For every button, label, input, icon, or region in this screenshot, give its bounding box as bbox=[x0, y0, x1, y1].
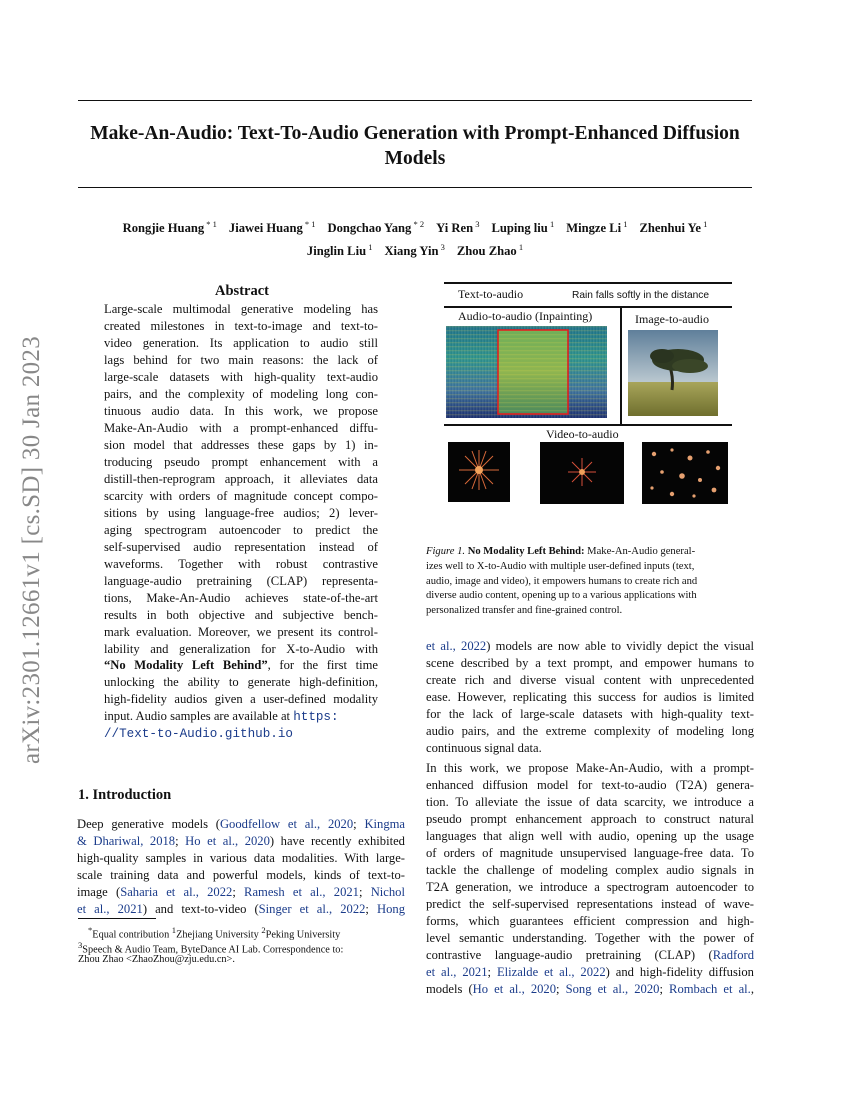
author-name: Yi Ren $^3$ bbox=[436, 219, 480, 236]
right-line: contrastive language-audio pretraining (CLAP) (Radford bbox=[426, 948, 754, 962]
right-line: continuous signal data. bbox=[426, 741, 542, 755]
abstract-line: troducing pseudo prompt enhancement with a bbox=[104, 454, 378, 469]
intro-line: scale training data and powerful models, kinds of text-to- bbox=[77, 868, 405, 882]
figure-top-rule bbox=[444, 282, 732, 284]
footnote-rule bbox=[78, 918, 156, 919]
abstract-line: tinuous audio data. In this work, we propose bbox=[104, 403, 378, 418]
abstract-text: , for the first time bbox=[267, 658, 378, 672]
author-list bbox=[78, 215, 752, 261]
author-name: Zhou Zhao $^1$ bbox=[456, 242, 524, 259]
right-line: pseudo prompt enhancement approach to construct natural bbox=[426, 812, 754, 826]
right-line: audio pairs, and the extreme complexity of modeling long bbox=[426, 724, 754, 738]
figure-vertical-rule bbox=[620, 306, 622, 424]
right-line: level semantic understanding. Together with the power of bbox=[426, 931, 754, 945]
right-line: scene described by a text prompt, and empower humans to bbox=[426, 656, 754, 670]
right-line: In this work, we propose Make-An-Audio, with a prompt- bbox=[426, 761, 754, 775]
abstract-line: Make-An-Audio with a prompt-enhanced diffu- bbox=[104, 420, 378, 435]
abstract-line: results in both objective and subjective bench- bbox=[104, 607, 378, 622]
citation-link[interactable]: Hong bbox=[377, 902, 405, 916]
citation-link[interactable]: Nichol bbox=[370, 885, 405, 899]
right-line: enhanced diffusion model for text-to-audio (T2A) genera- bbox=[426, 778, 754, 792]
citation-link[interactable]: et al., 2021 bbox=[426, 965, 488, 979]
text-prompt: Rain falls softly in the distance bbox=[572, 290, 710, 301]
audio-to-audio-label: Audio-to-audio (Inpainting) bbox=[458, 309, 593, 323]
abstract-line: waveforms. Together with robust contrastive bbox=[104, 556, 378, 571]
figure-caption-line: diverse audio content, opening up to a various applications with bbox=[426, 590, 697, 602]
author-name: Xiang Yin $^3$ bbox=[384, 242, 445, 259]
abstract-line: self-supervised audio representation instead of bbox=[104, 539, 378, 554]
spectrogram-image bbox=[446, 326, 607, 418]
right-line: forms, which guarantees efficient compression and high- bbox=[426, 914, 754, 928]
abstract-line: distill-then-reprogram approach, it alleviates data bbox=[104, 471, 378, 486]
right-line: predict the self-supervised representations instead of wave- bbox=[426, 897, 754, 911]
author-name: Mingze Li $^1$ bbox=[566, 219, 628, 236]
abstract-line: lags behind for two main reasons: the lack of bbox=[104, 352, 378, 367]
abstract-line: mark evaluation. Moreover, we present its control- bbox=[104, 624, 378, 639]
citation-link[interactable]: et al., 2021 bbox=[77, 902, 143, 916]
citation-link[interactable]: et al., 2022 bbox=[426, 639, 487, 653]
title-line-1: Make-An-Audio: Text-To-Audio Generation with Prompt-Enhanced Diffusion bbox=[90, 123, 740, 144]
author-name: Jinglin Liu $^1$ bbox=[306, 242, 373, 259]
abstract-line: aging spectrogram autoencoder to predict the bbox=[104, 522, 378, 537]
video-to-audio-label: Video-to-audio bbox=[546, 427, 619, 441]
abstract-heading: Abstract bbox=[215, 283, 269, 299]
author-row-2 bbox=[78, 238, 752, 261]
paper-title bbox=[78, 121, 752, 171]
citation-link[interactable]: Saharia et al., 2022 bbox=[120, 885, 233, 899]
abstract-line: sitions by using language-free audios; 2) lever- bbox=[104, 505, 378, 520]
samples-url-link[interactable]: https: bbox=[293, 710, 339, 724]
right-line: create rich and diverse visual content with unprecedented bbox=[426, 673, 754, 687]
author-name: Dongchao Yang $^{* 2}$ bbox=[327, 219, 425, 236]
author-row-1 bbox=[78, 215, 752, 238]
abstract-line: tions, Make-An-Audio achieves state-of-the-art bbox=[104, 590, 378, 605]
figure-caption-line: izes well to X-to-Audio with multiple user-defined inputs (text, bbox=[426, 561, 695, 572]
author-name: Luping liu $^1$ bbox=[491, 219, 555, 236]
firework-frame-3 bbox=[642, 442, 728, 504]
footnote-line: $^3$Speech & Audio Team, ByteDance AI Lab. Correspondence to: bbox=[78, 940, 344, 956]
intro-line: high-quality samples in various data modalities. With large- bbox=[77, 851, 405, 865]
citation-link[interactable]: Radford bbox=[712, 948, 754, 962]
citation-link[interactable]: Rombach et al. bbox=[669, 982, 751, 996]
figure-1 bbox=[444, 282, 732, 522]
right-line: tion. To alleviate the issue of data scarcity, we introduce a bbox=[426, 795, 754, 809]
abstract-line: lability and generalization for X-to-Audio with bbox=[104, 641, 378, 656]
intro-line: & Dhariwal, 2018; Ho et al., 2020) have recently exhibited bbox=[77, 834, 405, 848]
abstract-line bbox=[104, 657, 378, 674]
abstract-text: input. Audio samples are available at bbox=[104, 709, 294, 723]
right-line: of orders of magnitude unsupervised language-free data. To bbox=[426, 846, 754, 860]
image-to-audio-label: Image-to-audio bbox=[635, 312, 709, 326]
abstract-line: Large-scale multimodal generative modeling has bbox=[104, 301, 378, 316]
firework-frame-1 bbox=[448, 442, 510, 502]
abstract-line: unlocking the ability to generate high-definition, bbox=[104, 675, 378, 689]
abstract-line bbox=[104, 725, 378, 743]
footnote-line: Zhou Zhao <ZhaoZhou@zju.edu.cn>. bbox=[78, 954, 235, 965]
abstract-line bbox=[104, 708, 378, 726]
citation-link[interactable]: Ramesh et al., 2021 bbox=[244, 885, 359, 899]
right-line: T2A generation, we introduce a spectrogram autoencoder to bbox=[426, 880, 754, 894]
figure-caption-line: Figure 1. No Modality Left Behind: Make-An-Audio general- bbox=[426, 546, 696, 557]
abstract-line: video generation. Its application to audio still bbox=[104, 335, 378, 350]
right-line: tackle the challenge of modeling complex audio signals in bbox=[426, 863, 754, 877]
right-line: et al., 2021; Elizalde et al., 2022) and high-fidelity diffusion bbox=[426, 965, 754, 979]
right-line: models (Ho et al., 2020; Song et al., 2020; Rombach et al., bbox=[426, 982, 754, 996]
text-to-audio-label: Text-to-audio bbox=[458, 287, 524, 301]
citation-link[interactable]: Elizalde et al., 2022 bbox=[496, 965, 606, 979]
citation-link[interactable]: & Dhariwal, 2018 bbox=[77, 834, 176, 848]
title-line-2: Models bbox=[384, 148, 446, 169]
samples-url-link-cont[interactable]: //Text-to-Audio.github.io bbox=[104, 727, 293, 741]
footnote-line: *Equal contribution $^1$Zhejiang University $^2$Peking University bbox=[88, 925, 341, 941]
right-line: ease. However, replicating this success for audios is limited bbox=[426, 690, 754, 704]
right-line: et al., 2022) models are now able to vividly depict the visual bbox=[426, 639, 754, 653]
abstract-line: large-scale datasets with high-quality text-audio bbox=[104, 369, 378, 384]
citation-link[interactable]: Goodfellow et al., 2020 bbox=[219, 817, 354, 831]
right-line: languages that align well with audio, opening up the usage bbox=[426, 829, 754, 843]
author-name: Rongjie Huang $^{* 1}$ bbox=[122, 219, 217, 236]
abstract-line: pairs, and the complexity of modeling long con- bbox=[104, 386, 378, 401]
title-top-rule bbox=[78, 100, 752, 101]
abstract-line: sion model that addresses these gaps by 1) in- bbox=[104, 437, 378, 452]
figure-caption-line: audio, image and video), it empowers humans to create rich and bbox=[426, 575, 698, 587]
abstract-line: high-fidelity audios given a user-defined modality bbox=[104, 692, 378, 706]
author-name: Jiawei Huang $^{* 1}$ bbox=[228, 219, 316, 236]
citation-link[interactable]: Kingma bbox=[364, 817, 406, 831]
firework-frame-2 bbox=[540, 442, 624, 504]
right-line: for the lack of large-scale datasets with high-quality text- bbox=[426, 707, 754, 721]
abstract-line: language-audio pretraining (CLAP) representa- bbox=[104, 573, 378, 588]
figure-row-rule bbox=[444, 306, 732, 308]
author-name: Zhenhui Ye $^1$ bbox=[639, 219, 708, 236]
introduction-heading: 1. Introduction bbox=[78, 787, 172, 803]
arxiv-side-stamp: arXiv:2301.12661v1 [cs.SD] 30 Jan 2023 bbox=[18, 335, 45, 764]
citation-link[interactable]: Ho et al., 2020 bbox=[185, 834, 270, 848]
intro-line: image (Saharia et al., 2022; Ramesh et al., 2021; Nichol bbox=[77, 885, 405, 899]
figure-caption-line: personalized transfer and fine-grained control. bbox=[426, 604, 623, 616]
figure-row-rule bbox=[444, 424, 732, 426]
citation-link[interactable]: Ho et al., 2020 bbox=[472, 982, 557, 996]
windswept-tree-image bbox=[628, 330, 718, 416]
abstract-bold-phrase: “No Modality Left Behind” bbox=[104, 658, 268, 672]
title-bottom-rule bbox=[78, 187, 752, 188]
intro-line: et al., 2021) and text-to-video (Singer et al., 2022; Hong bbox=[77, 902, 405, 916]
intro-line: Deep generative models (Goodfellow et al., 2020; Kingma bbox=[77, 817, 406, 831]
abstract-line: created milestones in text-to-image and text-to- bbox=[104, 318, 378, 333]
abstract-line: scarcity with orders of magnitude concept compo- bbox=[104, 488, 378, 503]
citation-link[interactable]: Singer et al., 2022 bbox=[258, 902, 366, 916]
citation-link[interactable]: Song et al., 2020 bbox=[565, 982, 660, 996]
